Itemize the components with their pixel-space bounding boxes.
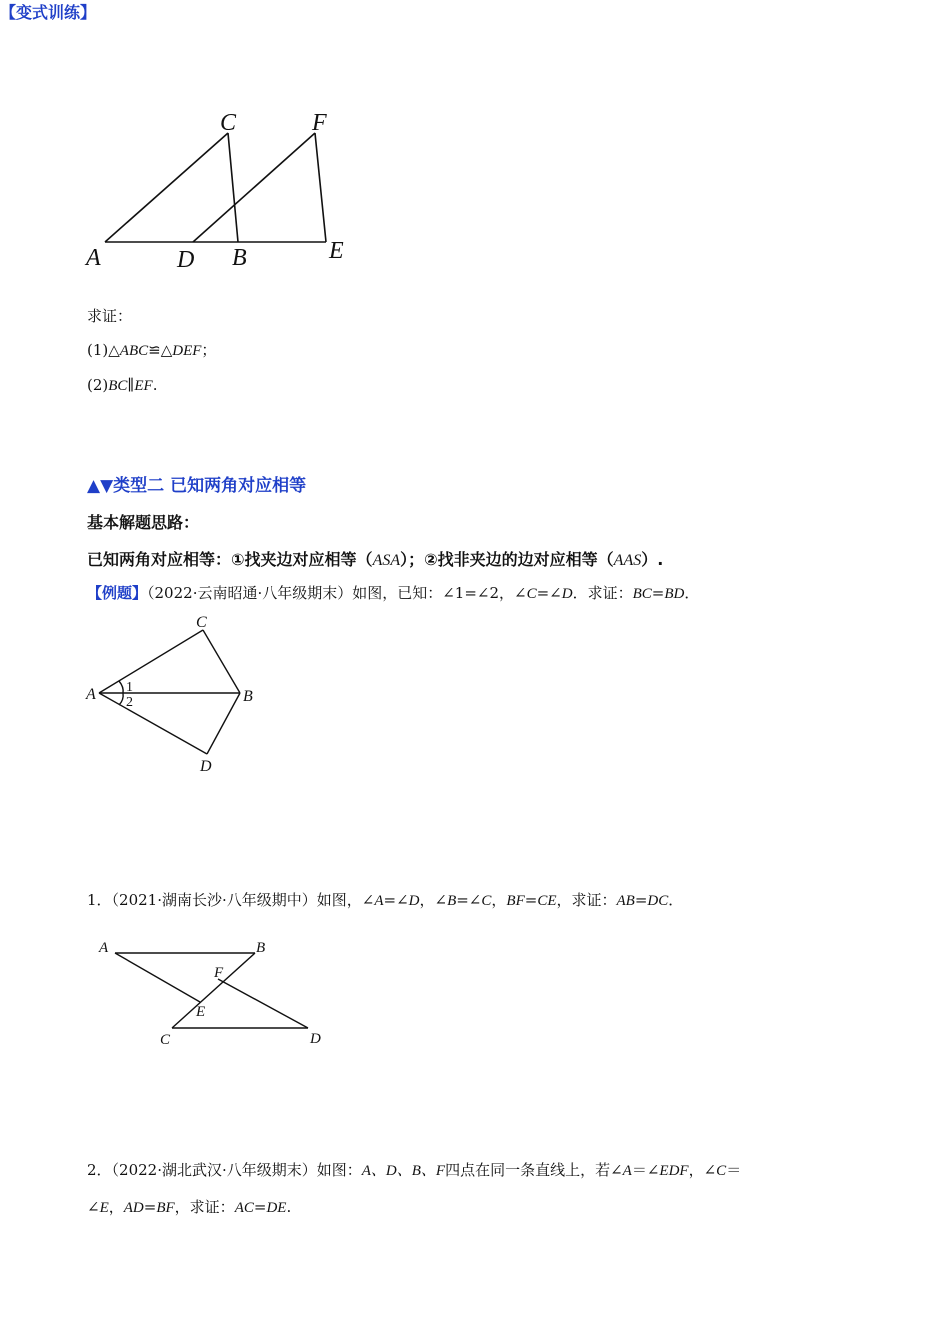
ex2-bf: BF bbox=[156, 1200, 175, 1216]
example-end: ． bbox=[684, 584, 700, 602]
label-f: F bbox=[214, 965, 224, 981]
ex1-end: ． bbox=[668, 891, 684, 909]
q1-end: ； bbox=[201, 341, 217, 359]
ex1-ab: AB bbox=[616, 893, 635, 909]
ex2-eq4: = bbox=[253, 1198, 267, 1216]
segment-ad bbox=[99, 693, 207, 754]
label-b: B bbox=[232, 245, 247, 271]
ex2-edf: EDF bbox=[659, 1163, 689, 1179]
example-line bbox=[87, 583, 699, 604]
label-c: C bbox=[220, 110, 237, 136]
segment-fd bbox=[218, 979, 308, 1028]
figure-kite-acbd bbox=[80, 608, 270, 778]
label-e: E bbox=[329, 238, 344, 264]
ex2-ac: AC bbox=[234, 1200, 254, 1216]
ex1-c2: ， bbox=[491, 891, 507, 909]
ex2-line-text: 四点在同一条直线上，若∠ bbox=[445, 1161, 623, 1179]
ex2-source: （2022·湖北武汉·八年级期末）如图： bbox=[111, 1161, 362, 1179]
segment-db bbox=[207, 693, 240, 754]
segment-fe bbox=[315, 133, 326, 242]
segment-ae bbox=[115, 953, 200, 1002]
ex2-end: . bbox=[286, 1198, 292, 1216]
variant-heading: 【变式训练】 bbox=[0, 3, 97, 22]
segment-cb bbox=[203, 630, 240, 693]
angle-label-2: 2 bbox=[126, 695, 133, 710]
ex2-e: E bbox=[99, 1200, 109, 1216]
idea-text bbox=[87, 547, 663, 570]
ex1-b: B bbox=[447, 893, 457, 909]
ex1-dc: DC bbox=[647, 893, 669, 909]
example-tag: 【例题】 bbox=[87, 584, 148, 602]
ex2-eq1: ＝∠ bbox=[631, 1161, 660, 1179]
idea-aas: AAS bbox=[613, 552, 642, 569]
idea-part-c: ）. bbox=[641, 550, 664, 569]
example-eq: = bbox=[651, 584, 665, 602]
exercise-2-line-2 bbox=[87, 1197, 291, 1218]
figure-triangles-abc-def bbox=[80, 105, 370, 280]
ex1-source: （2021·湖南长沙·八年级期中）如图，∠ bbox=[111, 891, 375, 909]
q2-b: EF bbox=[134, 378, 153, 394]
proof-label: 求证： bbox=[87, 307, 133, 325]
exercise-1 bbox=[87, 890, 683, 911]
ex1-bf: BF bbox=[506, 893, 525, 909]
figure-crossing-triangles bbox=[90, 930, 340, 1055]
q2-prefix: (2) bbox=[87, 376, 109, 394]
label-d: D bbox=[310, 1031, 321, 1047]
ex1-eq3: = bbox=[524, 891, 538, 909]
ex2-eq3: = bbox=[143, 1198, 157, 1216]
ex1-eq1: =∠ bbox=[383, 891, 409, 909]
label-d: D bbox=[200, 758, 212, 775]
angle-label-1: 1 bbox=[126, 680, 133, 695]
q1-rel: ≌△ bbox=[148, 341, 173, 359]
question-2 bbox=[87, 375, 157, 396]
ex2-angle: ∠ bbox=[87, 1198, 100, 1216]
question-1 bbox=[87, 340, 216, 361]
ex2-c3: ，求证： bbox=[174, 1198, 235, 1216]
example-c: C bbox=[526, 586, 537, 602]
idea-part-a: 已知两角对应相等：①找夹边对应相等（ bbox=[87, 550, 373, 569]
label-d: D bbox=[177, 247, 195, 273]
ex1-c: C bbox=[481, 893, 492, 909]
heading-title: 类型二 已知两角对应相等 bbox=[113, 476, 307, 496]
label-b: B bbox=[243, 688, 253, 705]
segment-ac bbox=[99, 630, 203, 693]
segment-ac bbox=[105, 133, 228, 242]
label-c: C bbox=[160, 1032, 171, 1048]
ex2-ad: AD bbox=[123, 1200, 144, 1216]
segment-cb bbox=[228, 133, 238, 242]
ex2-c1: ，∠ bbox=[688, 1161, 717, 1179]
label-a: A bbox=[86, 686, 96, 703]
idea-asa: ASA bbox=[372, 552, 401, 569]
label-a: A bbox=[99, 940, 109, 956]
ex2-c2: ， bbox=[108, 1198, 124, 1216]
idea-label: 基本解题思路： bbox=[87, 513, 200, 532]
segment-df bbox=[193, 133, 315, 242]
label-c: C bbox=[196, 614, 207, 631]
ex1-ce: CE bbox=[537, 893, 557, 909]
ex1-d: D bbox=[408, 893, 420, 909]
label-a: A bbox=[86, 245, 101, 271]
ex2-pts: A、D、B、F bbox=[361, 1163, 446, 1179]
q2-end: . bbox=[152, 376, 158, 394]
ex1-c1: ，∠ bbox=[419, 891, 448, 909]
ex2-a: A bbox=[622, 1163, 632, 1179]
example-bc: BC bbox=[632, 586, 652, 602]
ex1-eq4: = bbox=[634, 891, 648, 909]
q1-prefix: (1)△ bbox=[87, 341, 120, 359]
example-source: （2022·云南昭通·八年级期末）如图，已知：∠1=∠2，∠ bbox=[147, 584, 527, 602]
exercise-2-line-1 bbox=[87, 1160, 741, 1181]
ex1-c3: ，求证： bbox=[556, 891, 617, 909]
q2-a: BC bbox=[108, 378, 128, 394]
ex2-eq2: ＝ bbox=[726, 1161, 742, 1179]
ex1-eq2: =∠ bbox=[456, 891, 482, 909]
angle-arc-2 bbox=[119, 693, 123, 705]
heading-marker: ▲▼ bbox=[87, 476, 114, 496]
q1-a: ABC bbox=[119, 343, 149, 359]
q2-rel: ∥ bbox=[127, 376, 135, 394]
example-mid: =∠ bbox=[536, 584, 562, 602]
ex2-num: 2． bbox=[87, 1161, 112, 1179]
label-f: F bbox=[312, 110, 327, 136]
label-e: E bbox=[196, 1004, 206, 1020]
angle-arc-1 bbox=[119, 681, 123, 693]
example-d: D bbox=[561, 586, 573, 602]
ex1-num: 1． bbox=[87, 891, 112, 909]
q1-b: DEF bbox=[172, 343, 202, 359]
label-b: B bbox=[256, 940, 266, 956]
ex1-a: A bbox=[374, 893, 384, 909]
ex2-de: DE bbox=[266, 1200, 287, 1216]
section-heading-type2 bbox=[87, 471, 306, 496]
ex2-c: C bbox=[716, 1163, 727, 1179]
idea-part-b: ）；②找非夹边的边对应相等（ bbox=[400, 550, 614, 569]
example-bd: BD bbox=[664, 586, 685, 602]
example-mid2: ．求证： bbox=[572, 584, 633, 602]
